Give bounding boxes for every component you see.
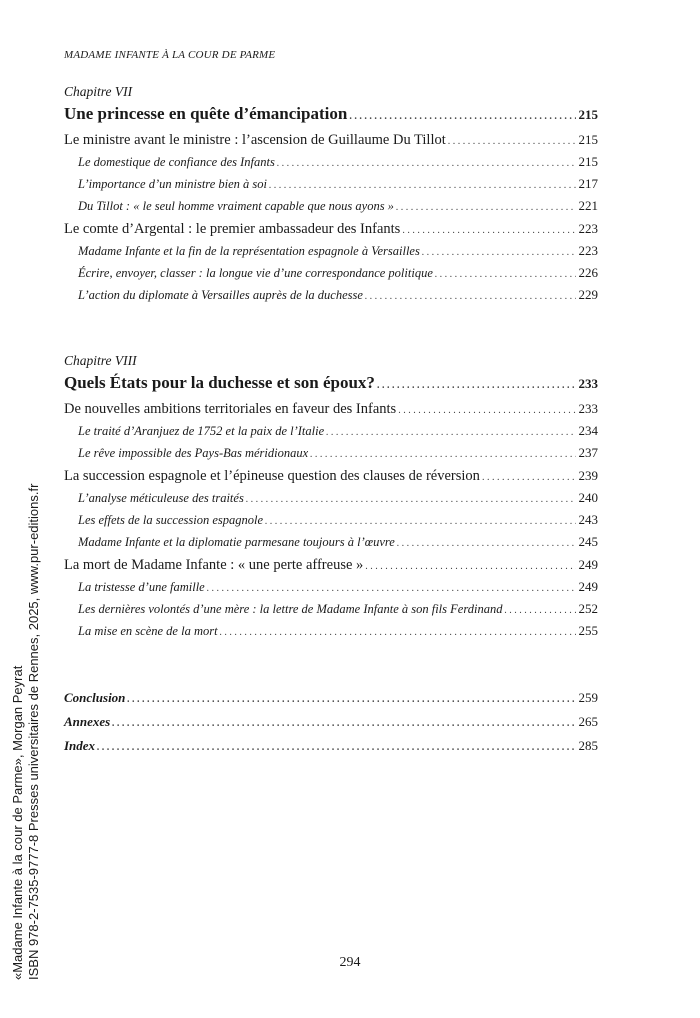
page-ref: 229: [578, 287, 598, 302]
page-ref: 249: [578, 557, 598, 572]
section-title: De nouvelles ambitions territoriales en faveur des Infants: [64, 401, 397, 417]
subsection-row[interactable]: [64, 577, 598, 599]
leader-dots: [97, 737, 575, 759]
section-title: Le comte d’Argental : le premier ambassadeur des Infants: [64, 221, 401, 237]
leader-dots: [112, 713, 575, 735]
chapter-label: Chapitre VIII: [64, 353, 137, 368]
page-ref: 265: [578, 714, 598, 729]
subsection-title: Madame Infante et la diplomatie parmesane toujours à l’œuvre: [78, 535, 395, 549]
page-ref: 255: [578, 623, 598, 638]
chapter-vii: [64, 82, 598, 307]
page-ref: 223: [578, 243, 598, 258]
subsection-row[interactable]: [64, 599, 598, 621]
leader-dots: [246, 490, 576, 510]
section-row[interactable]: [64, 465, 598, 488]
side-note-line-1: «Madame Infante à la cour de Parme», Morgan Peyrat: [10, 665, 25, 980]
subsection-row[interactable]: [64, 488, 598, 510]
subsection-title: Écrire, envoyer, classer : la longue vie d’une correspondance politique: [78, 266, 433, 280]
chapter-title: Quels États pour la duchesse et son époux?: [64, 373, 375, 392]
subsection-title: Le rêve impossible des Pays-Bas méridionaux: [78, 446, 309, 460]
subsection-row[interactable]: [64, 152, 598, 174]
running-head: MADAME INFANTE À LA COUR DE PARME: [64, 49, 276, 61]
section-title: La succession espagnole et l’épineuse question des clauses de réversion: [64, 468, 480, 484]
leader-dots: [207, 579, 576, 599]
subsection-row[interactable]: [64, 263, 598, 285]
leader-dots: [349, 105, 575, 129]
page-ref: 243: [578, 512, 598, 527]
leader-dots: [397, 534, 576, 554]
page-ref: 252: [578, 601, 598, 616]
section-title: Le ministre avant le ministre : l’ascension de Guillaume Du Tillot: [64, 132, 446, 148]
copyright-side-note: [10, 484, 42, 980]
chapter-title: Une princesse en quête d’émancipation: [64, 104, 348, 123]
subsection-title: L’importance d’un ministre bien à soi: [78, 177, 267, 191]
subsection-row[interactable]: [64, 285, 598, 307]
subsection-row[interactable]: [64, 621, 598, 643]
subsection-title: Le domestique de confiance des Infants: [78, 155, 275, 169]
page-ref: 245: [578, 534, 598, 549]
leader-dots: [269, 176, 576, 196]
leader-dots: [398, 400, 575, 421]
page-ref: 221: [578, 198, 598, 213]
page-ref: 249: [578, 579, 598, 594]
page-ref: 215: [578, 107, 598, 122]
chapter-title-row[interactable]: [64, 102, 598, 129]
page-ref: 234: [578, 423, 598, 438]
section-row[interactable]: [64, 554, 598, 577]
subsection-row[interactable]: [64, 241, 598, 263]
section-row[interactable]: [64, 218, 598, 241]
subsection-row[interactable]: [64, 196, 598, 218]
leader-dots: [365, 556, 575, 577]
table-of-contents: [64, 76, 598, 759]
page-ref: 239: [578, 468, 598, 483]
leader-dots: [482, 467, 576, 488]
section-row[interactable]: [64, 398, 598, 421]
leader-dots: [220, 623, 576, 643]
chapter-label: Chapitre VII: [64, 84, 133, 99]
leader-dots: [422, 243, 576, 263]
end-matter-row-index[interactable]: [64, 735, 598, 759]
page-ref: 215: [578, 154, 598, 169]
subsection-title: Le traité d’Aranjuez de 1752 et la paix de l’Italie: [78, 424, 325, 438]
leader-dots: [402, 220, 575, 241]
leader-dots: [365, 287, 576, 307]
section-title: La mort de Madame Infante : « une perte affreuse »: [64, 557, 364, 573]
end-matter-title: Annexes: [64, 714, 111, 729]
page-ref: 259: [578, 690, 598, 705]
subsection-row[interactable]: [64, 421, 598, 443]
page-ref: 285: [578, 738, 598, 753]
end-matter-title: Index: [64, 738, 96, 753]
leader-dots: [504, 601, 575, 621]
page-ref: 233: [578, 376, 598, 391]
leader-dots: [277, 154, 576, 174]
leader-dots: [377, 374, 576, 398]
subsection-title: L’analyse méticuleuse des traités: [78, 491, 244, 505]
section-row[interactable]: [64, 129, 598, 152]
subsection-title: La tristesse d’une famille: [78, 580, 205, 594]
leader-dots: [435, 265, 576, 285]
page-ref: 226: [578, 265, 598, 280]
end-matter-row-annexes[interactable]: [64, 711, 598, 735]
leader-dots: [127, 689, 575, 711]
leader-dots: [265, 512, 575, 532]
subsection-title: Madame Infante et la fin de la représentation espagnole à Versailles: [78, 244, 420, 258]
subsection-row[interactable]: [64, 174, 598, 196]
end-matter: [64, 687, 598, 759]
page-number: 294: [339, 955, 361, 970]
chapter-title-row[interactable]: [64, 371, 598, 398]
subsection-title: L’action du diplomate à Versailles auprès de la duchesse: [78, 288, 363, 302]
subsection-title: Les dernières volontés d’une mère : la lettre de Madame Infante à son fils Ferdinand: [78, 602, 503, 616]
page-ref: 233: [578, 401, 598, 416]
subsection-title: La mise en scène de la mort: [78, 624, 218, 638]
page-ref: 237: [578, 445, 598, 460]
subsection-row[interactable]: [64, 443, 598, 465]
page-ref: 240: [578, 490, 598, 505]
page-ref: 223: [578, 221, 598, 236]
subsection-row[interactable]: [64, 532, 598, 554]
side-note-line-2: ISBN 978-2-7535-9777-8 Presses universitaires de Rennes, 2025, www.pur-editions.fr: [26, 483, 41, 980]
leader-dots: [396, 198, 576, 218]
page-ref: 215: [578, 132, 598, 147]
subsection-title: Du Tillot : « le seul homme vraiment capable que nous ayons »: [78, 199, 394, 213]
subsection-row[interactable]: [64, 510, 598, 532]
end-matter-row-conclusion[interactable]: [64, 687, 598, 711]
leader-dots: [326, 423, 575, 443]
leader-dots: [448, 131, 576, 152]
leader-dots: [310, 445, 575, 465]
chapter-viii: [64, 351, 598, 643]
subsection-title: Les effets de la succession espagnole: [78, 513, 264, 527]
page-ref: 217: [578, 176, 598, 191]
end-matter-title: Conclusion: [64, 690, 126, 705]
